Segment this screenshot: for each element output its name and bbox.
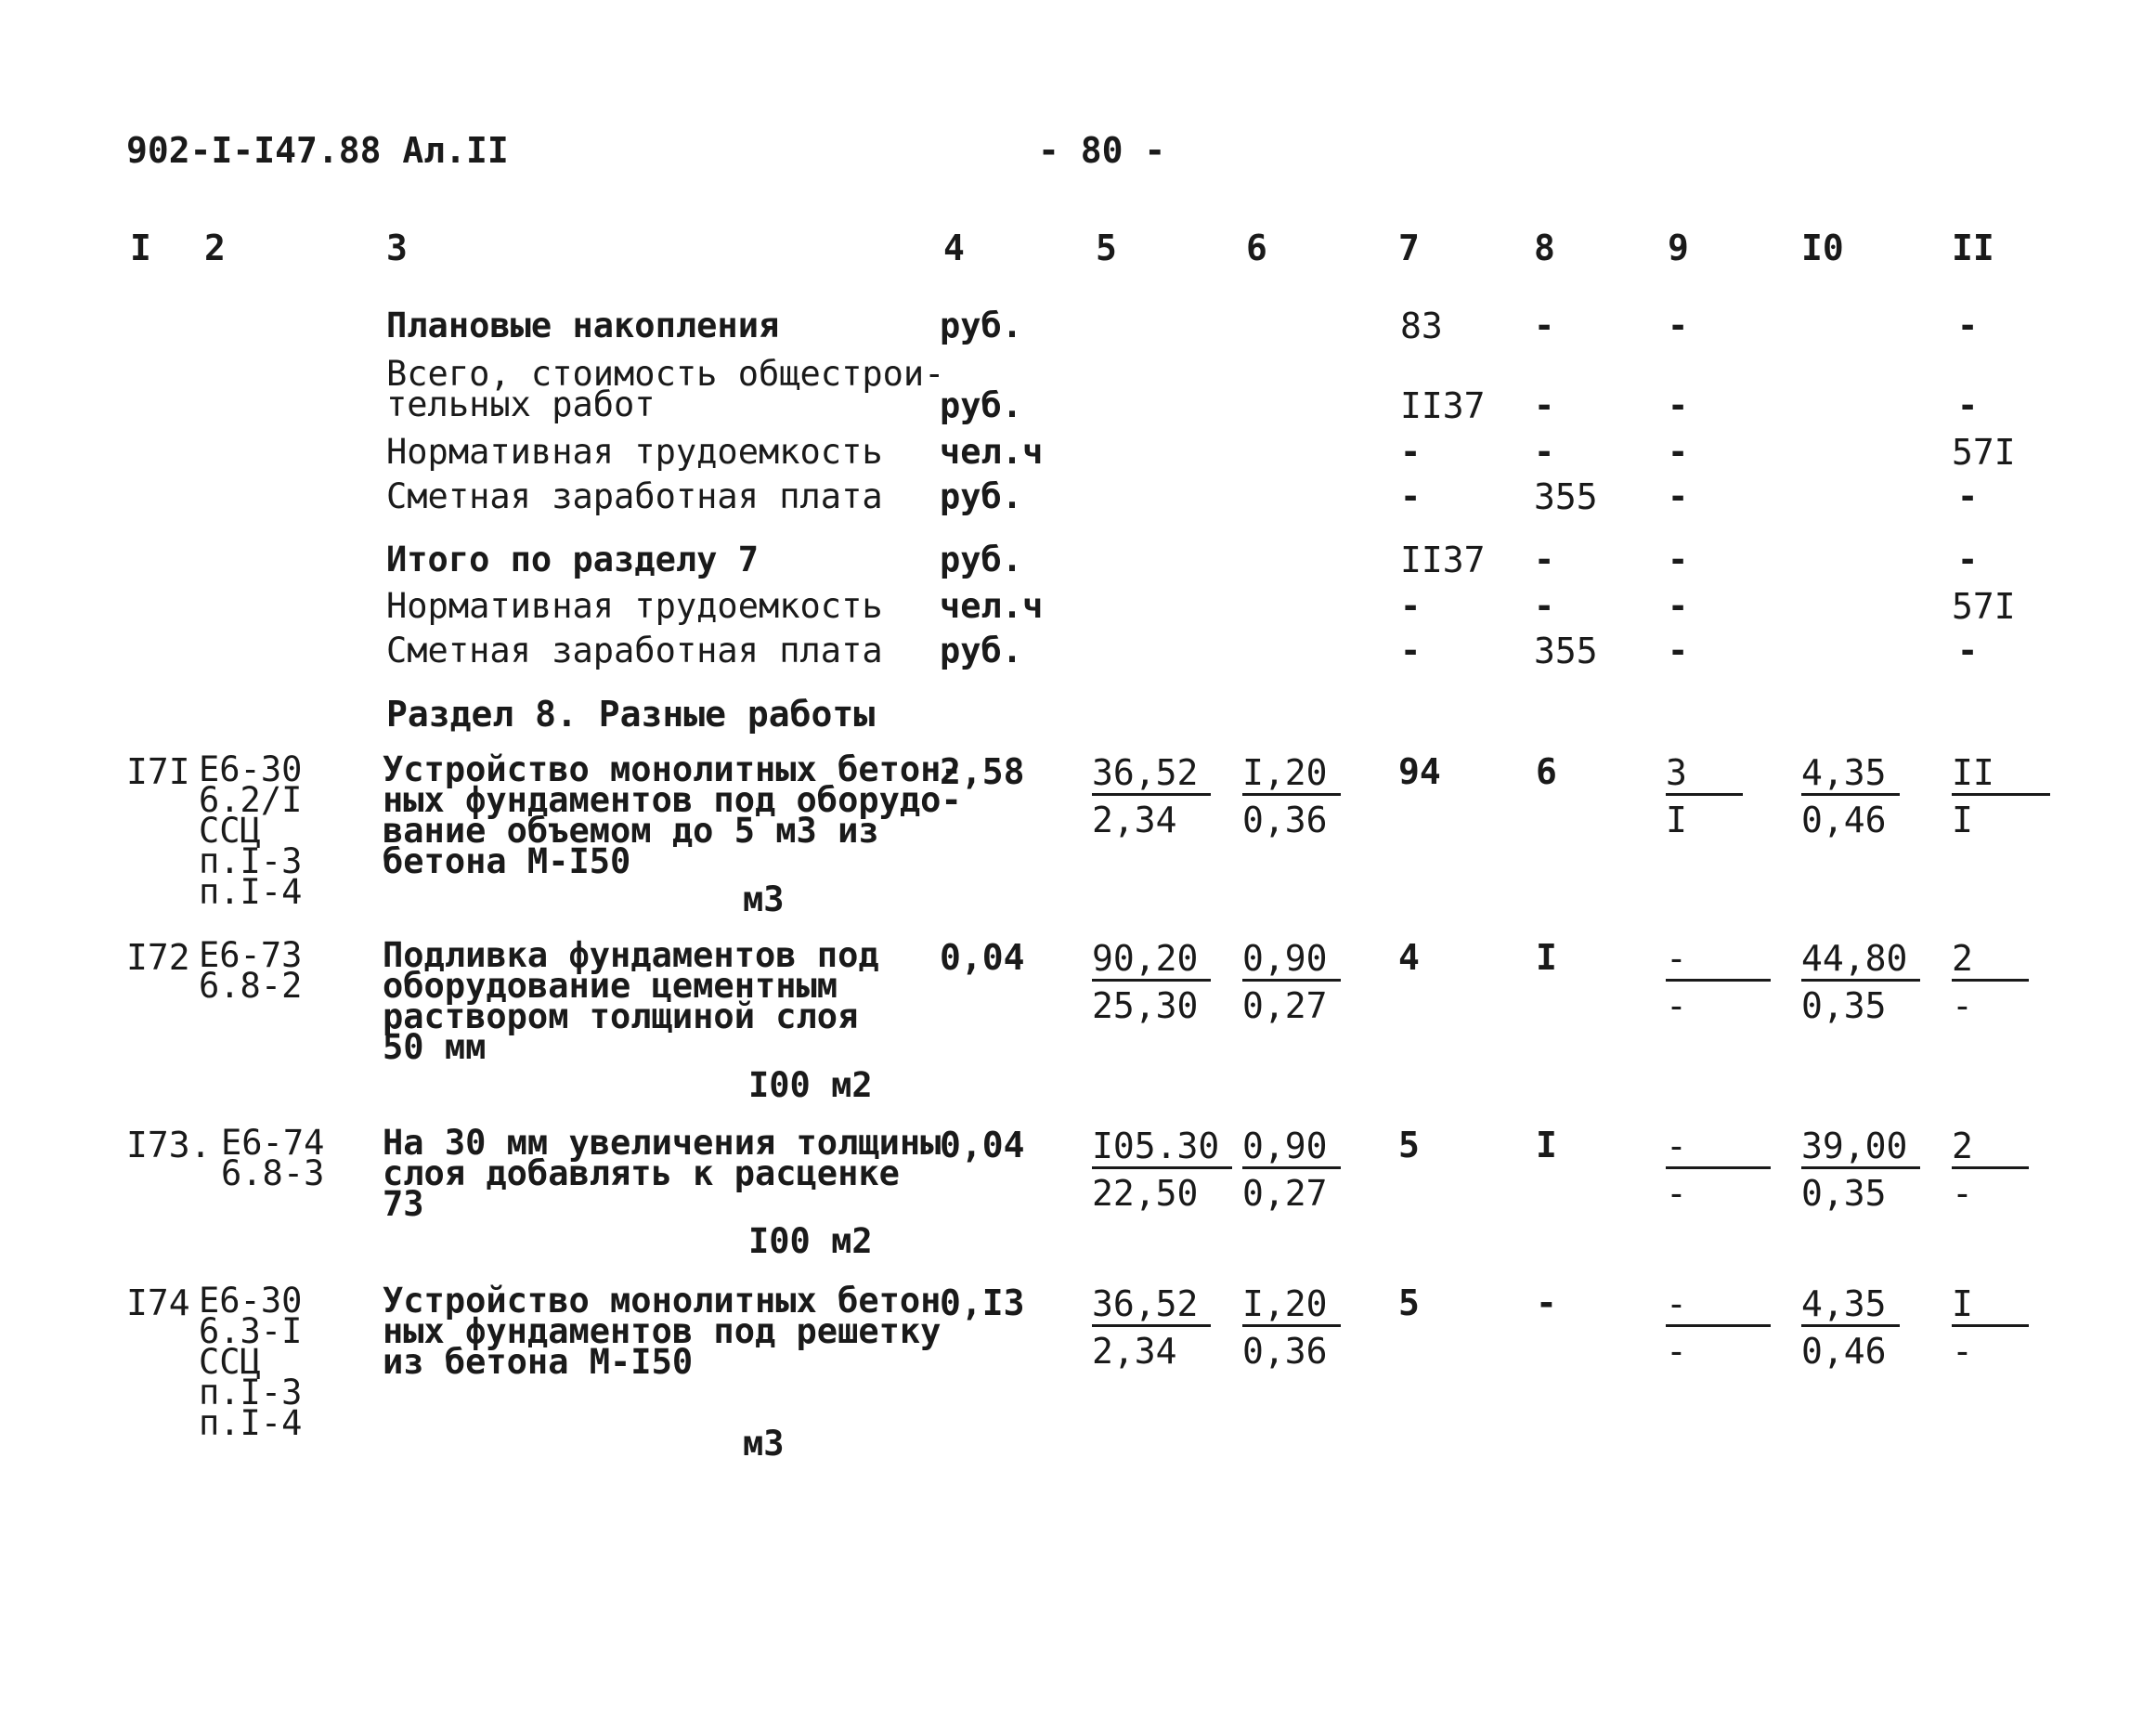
item-c7: 5 xyxy=(1398,1282,1420,1323)
fraction-bottom: 0,46 xyxy=(1801,1331,1887,1372)
item-number: I7I xyxy=(126,751,190,792)
col-header-5: 5 xyxy=(1096,228,1117,268)
summary-label: Нормативная трудоемкость xyxy=(386,586,883,626)
item-description: На 30 мм увеличения толщины слоя добавлять к расценке 73 xyxy=(383,1123,942,1224)
item-unit: I00 м2 xyxy=(748,1065,873,1105)
item-number: I72 xyxy=(126,937,190,978)
summary-c9: - xyxy=(1668,631,1689,670)
fraction-top: 0,90 xyxy=(1242,938,1341,982)
fraction-bottom: 22,50 xyxy=(1092,1173,1199,1214)
fraction-col10 xyxy=(1801,1283,1900,1373)
item-c8: I xyxy=(1536,937,1557,978)
fraction-bottom: 0,36 xyxy=(1242,1331,1328,1372)
fraction-top: 90,20 xyxy=(1092,938,1211,982)
fraction-bottom: - xyxy=(1952,1173,1973,1214)
fraction-col5 xyxy=(1092,938,1211,1028)
fraction-col10 xyxy=(1801,1126,1920,1216)
summary-c11: - xyxy=(1957,385,1979,425)
summary-c8: 355 xyxy=(1534,476,1598,517)
fraction-bottom: 0,27 xyxy=(1242,985,1328,1026)
fraction-col6 xyxy=(1242,752,1341,842)
fraction-top: 36,52 xyxy=(1092,752,1211,796)
item-code: Е6-73 6.8-2 xyxy=(199,935,303,1006)
fraction-top: 39,00 xyxy=(1801,1126,1920,1169)
item-quantity: 2,58 xyxy=(940,751,1025,792)
fraction-bottom: 0,35 xyxy=(1801,985,1887,1026)
fraction-bottom: 0,36 xyxy=(1242,800,1328,840)
summary-label: Плановые накопления xyxy=(386,306,780,345)
col-header-9: 9 xyxy=(1668,228,1689,268)
item-c8: - xyxy=(1536,1282,1557,1323)
fraction-bottom: 2,34 xyxy=(1092,800,1177,840)
summary-unit: руб. xyxy=(940,540,1023,579)
summary-c9: - xyxy=(1668,385,1689,425)
fraction-col9 xyxy=(1666,752,1743,842)
summary-c7: II37 xyxy=(1400,540,1486,580)
fraction-top: I,20 xyxy=(1242,752,1341,796)
col-header-1: I xyxy=(130,228,151,268)
summary-label: Итого по разделу 7 xyxy=(386,540,759,579)
fraction-col6 xyxy=(1242,938,1341,1028)
summary-unit: руб. xyxy=(940,631,1023,670)
summary-c8: - xyxy=(1534,586,1555,626)
fraction-bottom: 25,30 xyxy=(1092,985,1199,1026)
fraction-top: - xyxy=(1666,1283,1771,1327)
fraction-top: - xyxy=(1666,1126,1771,1169)
item-code: Е6-74 6.8-3 xyxy=(221,1123,325,1193)
fraction-top: I xyxy=(1952,1283,2029,1327)
fraction-col5 xyxy=(1092,1126,1232,1216)
item-quantity: 0,I3 xyxy=(940,1282,1025,1323)
col-header-4: 4 xyxy=(943,228,965,268)
fraction-bottom: - xyxy=(1666,1331,1687,1372)
fraction-bottom: - xyxy=(1666,1173,1687,1214)
fraction-top: I05.30 xyxy=(1092,1126,1232,1169)
fraction-col6 xyxy=(1242,1126,1341,1216)
fraction-bottom: - xyxy=(1666,985,1687,1026)
summary-c8: - xyxy=(1534,385,1555,425)
summary-c11: 57I xyxy=(1952,432,2016,473)
fraction-col9 xyxy=(1666,1283,1771,1373)
fraction-bottom: I xyxy=(1666,800,1687,840)
col-header-3: 3 xyxy=(386,228,408,268)
fraction-top: - xyxy=(1666,938,1771,982)
summary-c9: - xyxy=(1668,586,1689,626)
fraction-bottom: I xyxy=(1952,800,1973,840)
summary-c8: 355 xyxy=(1534,631,1598,671)
summary-label: Всего, стоимость общестрои- тельных работ xyxy=(386,354,945,424)
summary-c8: - xyxy=(1534,540,1555,579)
fraction-top: 44,80 xyxy=(1801,938,1920,982)
summary-c8: - xyxy=(1534,432,1555,472)
fraction-top: II xyxy=(1952,752,2050,796)
fraction-bottom: 0,27 xyxy=(1242,1173,1328,1214)
item-code: Е6-30 6.3-I ССЦ п.I-3 п.I-4 xyxy=(199,1281,303,1443)
summary-c7: 83 xyxy=(1400,306,1443,346)
fraction-top: 0,90 xyxy=(1242,1126,1341,1169)
col-header-10: I0 xyxy=(1801,228,1844,268)
item-c7: 4 xyxy=(1398,937,1420,978)
summary-unit: руб. xyxy=(940,385,1023,425)
fraction-col10 xyxy=(1801,752,1900,842)
summary-c11: - xyxy=(1957,306,1979,345)
summary-label: Сметная заработная плата xyxy=(386,631,883,670)
summary-c7: II37 xyxy=(1400,385,1486,426)
item-unit: м3 xyxy=(743,1424,785,1464)
item-description: Устройство монолитных бетон ных фундаментов под решетку из бетона М-I50 xyxy=(383,1281,942,1382)
item-c8: I xyxy=(1536,1125,1557,1165)
summary-c11: - xyxy=(1957,631,1979,670)
fraction-top: I,20 xyxy=(1242,1283,1341,1327)
col-header-8: 8 xyxy=(1534,228,1555,268)
fraction-col9 xyxy=(1666,1126,1771,1216)
fraction-col5 xyxy=(1092,752,1211,842)
summary-c11: - xyxy=(1957,476,1979,516)
fraction-col5 xyxy=(1092,1283,1211,1373)
fraction-bottom: 2,34 xyxy=(1092,1331,1177,1372)
col-header-2: 2 xyxy=(204,228,226,268)
fraction-col11 xyxy=(1952,1283,2029,1373)
document-code: 902-I-I47.88 Ал.II xyxy=(126,130,509,171)
page-number: - 80 - xyxy=(1038,130,1166,171)
summary-c8: - xyxy=(1534,306,1555,345)
summary-c7: - xyxy=(1400,631,1422,670)
fraction-col11 xyxy=(1952,752,2050,842)
summary-unit: чел.ч xyxy=(940,432,1044,472)
fraction-top: 3 xyxy=(1666,752,1743,796)
item-number: I74 xyxy=(126,1282,190,1323)
summary-c9: - xyxy=(1668,306,1689,345)
summary-c11: 57I xyxy=(1952,586,2016,627)
summary-c9: - xyxy=(1668,540,1689,579)
col-header-6: 6 xyxy=(1246,228,1267,268)
item-description: Устройство монолитных бетон- ных фундаментов под оборудо- вание объемом до 5 м3 из бетона М-I50 xyxy=(383,749,962,881)
fraction-top: 2 xyxy=(1952,1126,2029,1169)
item-c8: 6 xyxy=(1536,751,1557,792)
summary-unit: руб. xyxy=(940,306,1023,345)
col-header-7: 7 xyxy=(1398,228,1420,268)
fraction-bottom: - xyxy=(1952,985,1973,1026)
item-quantity: 0,04 xyxy=(940,1125,1025,1165)
summary-label: Нормативная трудоемкость xyxy=(386,432,883,472)
item-c7: 5 xyxy=(1398,1125,1420,1165)
summary-unit: руб. xyxy=(940,476,1023,516)
item-description: Подливка фундаментов под оборудование цементным раствором толщиной слоя 50 мм xyxy=(383,935,879,1067)
fraction-bottom: 0,35 xyxy=(1801,1173,1887,1214)
fraction-bottom: 0,46 xyxy=(1801,800,1887,840)
fraction-top: 2 xyxy=(1952,938,2029,982)
fraction-top: 36,52 xyxy=(1092,1283,1211,1327)
item-unit: м3 xyxy=(743,879,785,919)
summary-c7: - xyxy=(1400,432,1422,472)
item-quantity: 0,04 xyxy=(940,937,1025,978)
fraction-top: 4,35 xyxy=(1801,1283,1900,1327)
summary-c9: - xyxy=(1668,476,1689,516)
summary-c11: - xyxy=(1957,540,1979,579)
summary-c9: - xyxy=(1668,432,1689,472)
summary-c7: - xyxy=(1400,586,1422,626)
summary-label: Сметная заработная плата xyxy=(386,476,883,516)
item-unit: I00 м2 xyxy=(748,1221,873,1261)
fraction-col6 xyxy=(1242,1283,1341,1373)
item-code: Е6-30 6.2/I ССЦ п.I-3 п.I-4 xyxy=(199,749,303,912)
fraction-col9 xyxy=(1666,938,1771,1028)
summary-c7: - xyxy=(1400,476,1422,516)
item-number: I73. xyxy=(126,1125,212,1165)
fraction-col11 xyxy=(1952,938,2029,1028)
fraction-top: 4,35 xyxy=(1801,752,1900,796)
fraction-col10 xyxy=(1801,938,1920,1028)
item-c7: 94 xyxy=(1398,751,1441,792)
summary-unit: чел.ч xyxy=(940,586,1044,626)
fraction-col11 xyxy=(1952,1126,2029,1216)
fraction-bottom: - xyxy=(1952,1331,1973,1372)
section-title: Раздел 8. Разные работы xyxy=(386,694,876,735)
col-header-11: II xyxy=(1952,228,1994,268)
